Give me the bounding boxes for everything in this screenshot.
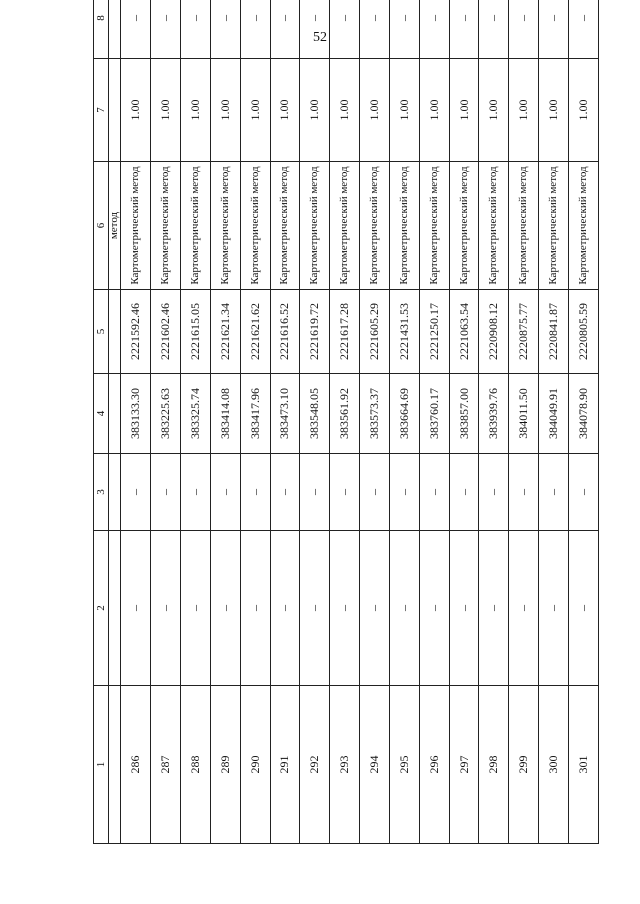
cell-method: Картометрический метод xyxy=(121,162,151,290)
cell-method: Картометрический метод xyxy=(419,162,449,290)
cell-y: 2220875.77 xyxy=(509,290,539,374)
cell-y: 2221063.54 xyxy=(449,290,479,374)
cell-accuracy: 1.00 xyxy=(210,59,240,162)
cell-x: 384049.91 xyxy=(539,374,569,454)
table-cell xyxy=(109,686,121,844)
cell-x: 383473.10 xyxy=(270,374,300,454)
cell-accuracy: 1.00 xyxy=(419,59,449,162)
cell-col3: – xyxy=(181,454,211,531)
cell-method: Картометрический метод xyxy=(449,162,479,290)
cell-number: 289 xyxy=(210,686,240,844)
cell-accuracy: 1.00 xyxy=(449,59,479,162)
cell-x: 383939.76 xyxy=(479,374,509,454)
cell-accuracy: 1.00 xyxy=(360,59,390,162)
cell-accuracy: 1.00 xyxy=(300,59,330,162)
cell-col8: – xyxy=(210,0,240,59)
cell-method: Картометрический метод xyxy=(539,162,569,290)
cell-col2: – xyxy=(569,531,599,686)
cell-y: 2221621.62 xyxy=(240,290,270,374)
table-cell xyxy=(109,59,121,162)
cell-col8: – xyxy=(330,0,360,59)
cell-method: Картометрический метод xyxy=(569,162,599,290)
header-row xyxy=(94,0,109,844)
cell-accuracy: 1.00 xyxy=(389,59,419,162)
cell-accuracy: 1.00 xyxy=(539,59,569,162)
table-row xyxy=(330,0,360,844)
cell-method: Картометрический метод xyxy=(330,162,360,290)
cell-x: 383225.63 xyxy=(151,374,181,454)
cell-method: Картометрический метод xyxy=(240,162,270,290)
cell-x: 383760.17 xyxy=(419,374,449,454)
table-row xyxy=(360,0,390,844)
table-row xyxy=(121,0,151,844)
column-header: 8 xyxy=(94,0,109,59)
cell-col8: – xyxy=(449,0,479,59)
table-row xyxy=(419,0,449,844)
column-header: 6 xyxy=(94,162,109,290)
cell-col3: – xyxy=(419,454,449,531)
cell-col8: – xyxy=(360,0,390,59)
cell-col2: – xyxy=(181,531,211,686)
cell-accuracy: 1.00 xyxy=(509,59,539,162)
cell-col8: – xyxy=(181,0,211,59)
cell-y: 2220805.59 xyxy=(569,290,599,374)
cell-number: 301 xyxy=(569,686,599,844)
cell-col3: – xyxy=(270,454,300,531)
cell-col3: – xyxy=(240,454,270,531)
cell-col8: – xyxy=(300,0,330,59)
cell-accuracy: 1.00 xyxy=(151,59,181,162)
cell-accuracy: 1.00 xyxy=(330,59,360,162)
cell-col2: – xyxy=(360,531,390,686)
cell-col3: – xyxy=(449,454,479,531)
cell-number: 293 xyxy=(330,686,360,844)
cell-x: 384011.50 xyxy=(509,374,539,454)
cell-y: 2221619.72 xyxy=(300,290,330,374)
table-body xyxy=(121,0,599,844)
cell-y: 2221617.28 xyxy=(330,290,360,374)
column-header: 5 xyxy=(94,290,109,374)
cell-method: Картометрический метод xyxy=(210,162,240,290)
cell-col3: – xyxy=(509,454,539,531)
table-cell xyxy=(109,0,121,59)
cell-col3: – xyxy=(539,454,569,531)
table-row xyxy=(449,0,479,844)
table-cell xyxy=(109,454,121,531)
carryover-text: метод xyxy=(109,162,121,290)
cell-method: Картометрический метод xyxy=(151,162,181,290)
cell-method: Картометрический метод xyxy=(300,162,330,290)
cell-col3: – xyxy=(300,454,330,531)
cell-x: 383133.30 xyxy=(121,374,151,454)
cell-x: 383414.08 xyxy=(210,374,240,454)
cell-y: 2221602.46 xyxy=(151,290,181,374)
cell-col2: – xyxy=(300,531,330,686)
cell-accuracy: 1.00 xyxy=(270,59,300,162)
cell-accuracy: 1.00 xyxy=(569,59,599,162)
cell-col3: – xyxy=(569,454,599,531)
cell-x: 383573.37 xyxy=(360,374,390,454)
cell-number: 298 xyxy=(479,686,509,844)
table-cell xyxy=(109,531,121,686)
cell-col2: – xyxy=(479,531,509,686)
table-row xyxy=(181,0,211,844)
cell-y: 2220908.12 xyxy=(479,290,509,374)
cell-number: 297 xyxy=(449,686,479,844)
page-number: 52 xyxy=(313,30,327,45)
cell-y: 2221615.05 xyxy=(181,290,211,374)
cell-number: 300 xyxy=(539,686,569,844)
cell-col3: – xyxy=(479,454,509,531)
cell-col8: – xyxy=(539,0,569,59)
cell-y: 2221431.53 xyxy=(389,290,419,374)
cell-accuracy: 1.00 xyxy=(121,59,151,162)
table-row xyxy=(569,0,599,844)
cell-col2: – xyxy=(121,531,151,686)
cell-number: 299 xyxy=(509,686,539,844)
cell-x: 383417.96 xyxy=(240,374,270,454)
cell-col8: – xyxy=(151,0,181,59)
cell-col2: – xyxy=(240,531,270,686)
cell-number: 294 xyxy=(360,686,390,844)
cell-number: 291 xyxy=(270,686,300,844)
cell-y: 2220841.87 xyxy=(539,290,569,374)
cell-col2: – xyxy=(539,531,569,686)
cell-number: 287 xyxy=(151,686,181,844)
cell-number: 288 xyxy=(181,686,211,844)
column-header: 7 xyxy=(94,59,109,162)
cell-col2: – xyxy=(389,531,419,686)
cell-number: 286 xyxy=(121,686,151,844)
table-row xyxy=(151,0,181,844)
cell-col3: – xyxy=(121,454,151,531)
table-row xyxy=(539,0,569,844)
cell-col8: – xyxy=(240,0,270,59)
coordinates-table xyxy=(93,0,599,844)
cell-y: 2221621.34 xyxy=(210,290,240,374)
cell-col8: – xyxy=(509,0,539,59)
table-row xyxy=(300,0,330,844)
cell-col8: – xyxy=(569,0,599,59)
cell-accuracy: 1.00 xyxy=(181,59,211,162)
cell-col3: – xyxy=(360,454,390,531)
cell-col2: – xyxy=(509,531,539,686)
table-cell xyxy=(109,374,121,454)
cell-x: 383548.05 xyxy=(300,374,330,454)
cell-col3: – xyxy=(210,454,240,531)
cell-col2: – xyxy=(151,531,181,686)
cell-x: 384078.90 xyxy=(569,374,599,454)
cell-col8: – xyxy=(389,0,419,59)
cell-col3: – xyxy=(330,454,360,531)
cell-x: 383325.74 xyxy=(181,374,211,454)
carryover-row xyxy=(109,0,121,844)
cell-number: 295 xyxy=(389,686,419,844)
table-row xyxy=(270,0,300,844)
cell-method: Картометрический метод xyxy=(389,162,419,290)
cell-y: 2221605.29 xyxy=(360,290,390,374)
cell-col8: – xyxy=(270,0,300,59)
cell-x: 383561.92 xyxy=(330,374,360,454)
cell-x: 383857.00 xyxy=(449,374,479,454)
cell-col2: – xyxy=(270,531,300,686)
table-row xyxy=(210,0,240,844)
cell-y: 2221616.52 xyxy=(270,290,300,374)
cell-number: 292 xyxy=(300,686,330,844)
cell-col8: – xyxy=(419,0,449,59)
rotated-table-wrapper xyxy=(93,15,599,844)
cell-accuracy: 1.00 xyxy=(479,59,509,162)
cell-col2: – xyxy=(210,531,240,686)
rotated-table-frame xyxy=(93,15,599,844)
cell-method: Картометрический метод xyxy=(479,162,509,290)
table-row xyxy=(240,0,270,844)
cell-y: 2221250.17 xyxy=(419,290,449,374)
cell-col8: – xyxy=(121,0,151,59)
cell-col8: – xyxy=(479,0,509,59)
cell-col2: – xyxy=(419,531,449,686)
cell-method: Картометрический метод xyxy=(360,162,390,290)
cell-method: Картометрический метод xyxy=(509,162,539,290)
column-header: 2 xyxy=(94,531,109,686)
cell-x: 383664.69 xyxy=(389,374,419,454)
cell-col2: – xyxy=(330,531,360,686)
cell-col3: – xyxy=(389,454,419,531)
column-header: 4 xyxy=(94,374,109,454)
cell-number: 296 xyxy=(419,686,449,844)
cell-method: Картометрический метод xyxy=(181,162,211,290)
column-header: 3 xyxy=(94,454,109,531)
cell-y: 2221592.46 xyxy=(121,290,151,374)
column-header: 1 xyxy=(94,686,109,844)
table-row xyxy=(509,0,539,844)
cell-method: Картометрический метод xyxy=(270,162,300,290)
cell-accuracy: 1.00 xyxy=(240,59,270,162)
table-row xyxy=(389,0,419,844)
cell-col3: – xyxy=(151,454,181,531)
table-cell xyxy=(109,290,121,374)
cell-col2: – xyxy=(449,531,479,686)
table-row xyxy=(479,0,509,844)
cell-number: 290 xyxy=(240,686,270,844)
